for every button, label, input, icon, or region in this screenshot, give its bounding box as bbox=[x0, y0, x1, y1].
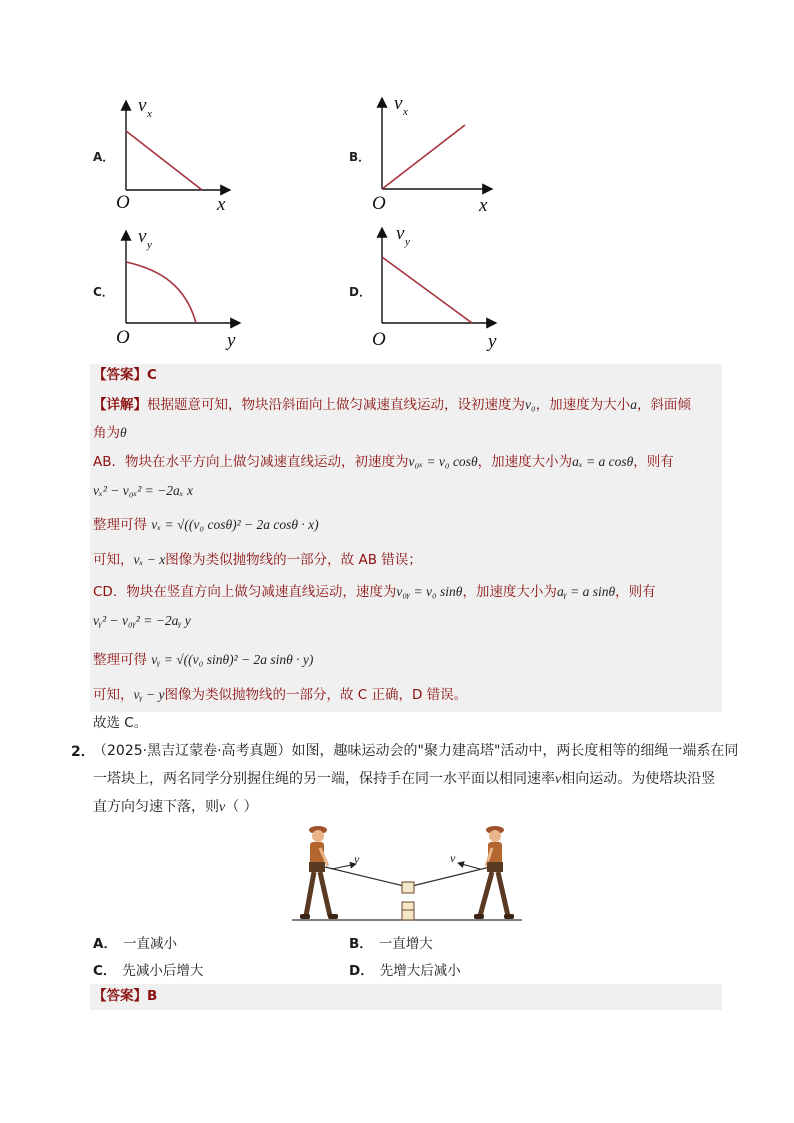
math-v: v bbox=[555, 772, 562, 787]
graph-d bbox=[366, 222, 506, 356]
math-theta: θ bbox=[120, 425, 127, 440]
math-a: a bbox=[630, 397, 637, 412]
ab-text: 图像为类似抛物线的一部分，故 AB 错误； bbox=[165, 552, 422, 568]
graph-d-svg bbox=[366, 222, 506, 352]
answer-tag: 【答案】 bbox=[93, 367, 147, 383]
math-cd-vy: vᵧ = √((v₀ sinθ)² − 2a sinθ · y) bbox=[151, 652, 314, 667]
ab-equation bbox=[93, 481, 193, 501]
detail-text: 根据题意可知，物块沿斜面向上做匀减速直线运动，设初速度为 bbox=[147, 397, 525, 413]
answer2-tag: 【答案】 bbox=[93, 988, 147, 1004]
answer-value: C bbox=[147, 367, 157, 383]
final-choice: 故选 C。 bbox=[93, 715, 148, 731]
math-v0: v₀ bbox=[525, 397, 536, 412]
choice-key: B． bbox=[349, 936, 373, 952]
question2-line-3 bbox=[93, 797, 258, 818]
choice-d[interactable] bbox=[349, 959, 461, 979]
graph-b-svg bbox=[366, 92, 506, 217]
question2-line-1: （2025·黑吉辽蒙卷·高考真题）如图，趣味运动会的"聚力建高塔"活动中，两长度相等的细绳一端系在同 bbox=[93, 743, 739, 759]
ab-text: 可知， bbox=[93, 552, 134, 568]
ab-text: AB．物块在水平方向上做匀减速直线运动，初速度为 bbox=[93, 454, 409, 470]
q-text: 直方向匀速下落，则 bbox=[93, 799, 219, 815]
option-b-label: B． bbox=[349, 150, 371, 164]
option-c-label: C． bbox=[93, 285, 114, 299]
math-v0y: v₀ᵧ = v₀ sinθ bbox=[396, 584, 463, 599]
y-axis-sub: x bbox=[403, 106, 408, 118]
detail-text: ，加速度为大小 bbox=[535, 397, 631, 413]
y-axis-label: v bbox=[138, 95, 147, 116]
math-ab-vx: vₓ = √((v₀ cosθ)² − 2a cosθ · x) bbox=[151, 517, 319, 532]
math-v: v bbox=[219, 800, 226, 815]
velocity-arrow-right bbox=[458, 863, 480, 869]
tower-block bbox=[402, 902, 414, 910]
detail-text: 角为 bbox=[93, 425, 120, 441]
cd-text: 整理可得 bbox=[93, 652, 147, 668]
q-text: 一塔块上，两名同学分别握住绳的另一端，保持手在同一水平面以相同速率 bbox=[93, 771, 555, 787]
question-number: 2． bbox=[71, 744, 95, 760]
q-text: 相向运动。为使塔块沿竖 bbox=[561, 771, 716, 787]
graph-b bbox=[366, 92, 506, 221]
person-right bbox=[474, 826, 514, 919]
v-label-right: v bbox=[450, 851, 456, 865]
choice-text: 一直增大 bbox=[378, 936, 433, 952]
ab-text: ，则有 bbox=[633, 454, 674, 470]
ab-text: 整理可得 bbox=[93, 517, 147, 533]
math-ax: aₓ = a cosθ bbox=[572, 454, 634, 469]
q-text: （ ） bbox=[225, 799, 258, 815]
cd-text: 图像为类似抛物线的一部分，故 C 正确，D 错误。 bbox=[164, 687, 468, 703]
option-d-label: D． bbox=[349, 285, 371, 299]
y-axis-sub: y bbox=[405, 236, 410, 248]
rope-right bbox=[408, 867, 490, 887]
v-label-left: v bbox=[354, 852, 360, 866]
cd-equation bbox=[93, 611, 191, 631]
detail-text: ，斜面倾 bbox=[636, 397, 691, 413]
math-ay: aᵧ = a sinθ bbox=[556, 584, 616, 599]
math-cd-eq: vᵧ² − v₀ᵧ² = −2aᵧ y bbox=[93, 613, 191, 628]
cd-text: ，则有 bbox=[615, 584, 656, 600]
choice-key: A． bbox=[93, 936, 117, 952]
choice-key: C． bbox=[93, 963, 117, 979]
choice-b[interactable] bbox=[349, 932, 433, 952]
cd-line-1 bbox=[93, 582, 656, 602]
y-axis-label: v bbox=[138, 226, 147, 247]
y-axis-label: v bbox=[394, 93, 403, 114]
graph-line bbox=[382, 125, 465, 189]
y-axis-sub: x bbox=[147, 108, 152, 120]
person-left bbox=[300, 826, 338, 919]
x-axis-label: y bbox=[227, 330, 236, 351]
choice-key: D． bbox=[349, 963, 374, 979]
tower-figure-svg bbox=[290, 822, 526, 924]
detail-tag: 【详解】 bbox=[93, 397, 147, 413]
cd-line-2 bbox=[93, 650, 313, 670]
ab-line-2 bbox=[93, 515, 319, 535]
tower-figure bbox=[290, 822, 526, 928]
graph-line bbox=[382, 257, 472, 323]
ab-line-3 bbox=[93, 550, 422, 570]
graph-curve bbox=[126, 262, 196, 323]
graph-line bbox=[126, 131, 202, 190]
x-axis-label: x bbox=[479, 195, 488, 216]
cd-text: 可知， bbox=[93, 687, 134, 703]
origin-label: O bbox=[372, 329, 386, 350]
cd-text: ，加速度大小为 bbox=[462, 584, 557, 600]
answer-line bbox=[93, 365, 157, 385]
question2-line-2 bbox=[93, 769, 715, 790]
answer2-line bbox=[93, 986, 157, 1006]
ab-text: ，加速度大小为 bbox=[477, 454, 573, 470]
y-axis-label: v bbox=[396, 223, 405, 244]
math-v0x: v₀ₓ = v₀ cosθ bbox=[408, 454, 478, 469]
rope-left bbox=[325, 867, 408, 887]
graph-a bbox=[110, 95, 250, 224]
origin-label: O bbox=[116, 327, 130, 348]
x-axis-label: x bbox=[217, 194, 226, 215]
choice-text: 先增大后减小 bbox=[379, 963, 461, 979]
choice-c[interactable] bbox=[93, 959, 203, 979]
cd-line-3 bbox=[93, 685, 467, 705]
detail-line-2 bbox=[93, 423, 127, 443]
hanging-block bbox=[402, 882, 414, 893]
choice-text: 一直减小 bbox=[122, 936, 177, 952]
graph-c-svg bbox=[110, 225, 250, 355]
velocity-arrow-left bbox=[332, 864, 356, 869]
y-axis-sub: y bbox=[147, 239, 152, 251]
choice-a[interactable] bbox=[93, 932, 177, 952]
choice-text: 先减小后增大 bbox=[122, 963, 204, 979]
answer2-panel bbox=[90, 984, 722, 1010]
math-vx-x: vₓ − x bbox=[133, 552, 166, 567]
origin-label: O bbox=[116, 192, 130, 213]
graph-a-svg bbox=[110, 95, 250, 220]
math-vy-y: vᵧ − y bbox=[133, 687, 165, 702]
ab-line-1 bbox=[93, 452, 674, 472]
cd-text: CD．物块在竖直方向上做匀减速直线运动，速度为 bbox=[93, 584, 397, 600]
x-axis-label: y bbox=[488, 331, 497, 352]
graph-c bbox=[110, 225, 250, 359]
detail-line-1 bbox=[93, 395, 691, 415]
tower-block bbox=[402, 910, 414, 920]
origin-label: O bbox=[372, 193, 386, 214]
answer2-value: B bbox=[147, 988, 158, 1004]
option-a-label: A． bbox=[93, 150, 115, 164]
math-ab-eq: vₓ² − v₀ₓ² = −2aₓ x bbox=[93, 483, 193, 498]
